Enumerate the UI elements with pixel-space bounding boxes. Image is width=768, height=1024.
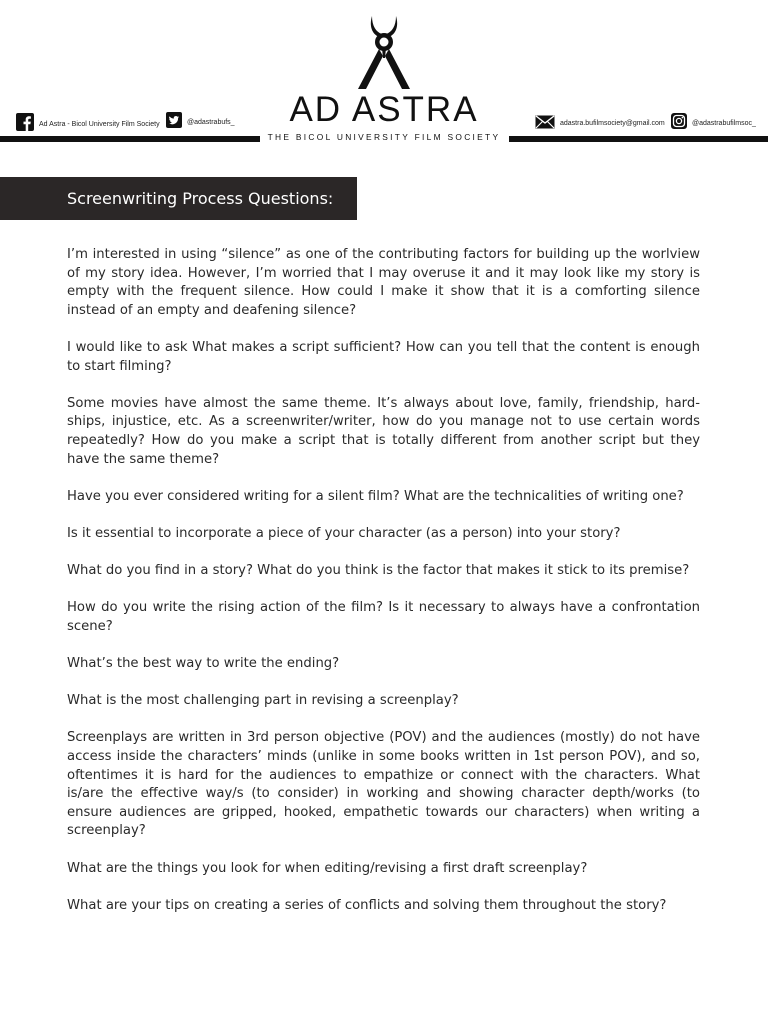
email-contact[interactable] [535,114,665,133]
question-item: Screenplays are written in 3rd person objective (POV) and the audiences (mostly) do not have access inside the characters’ minds (unlike in some books written in 1st person POV), and so, oftentimes it is hard for the audiences to empathize or connect with the characters. What is/are the effective way/s (to consider) in working and showing character depth/works (to ensure audiences are gripped, hooked, empathetic towards our characters) when writing a screenplay? [67,730,700,839]
instagram-handle: @adastrabufilmsoc_ [692,119,756,127]
logo-wordmark: AD ASTRA [289,90,479,129]
email-address: adastra.bufilmsociety@gmail.com [560,120,665,127]
section-title: Screenwriting Process Questions: [67,189,334,208]
page-header [0,0,768,150]
question-item: I would like to ask What makes a script sufficient? How can you tell that the content is enough to start filming? [67,339,700,374]
question-item: What are your tips on creating a series of conflicts and solving them throughout the story? [67,897,667,913]
mail-icon [535,114,555,133]
question-item: I’m interested in using “silence” as one of the contributing factors for building up the worlview of my story idea. However, I’m worried that I may overuse it and it may look like my story is empty with the frequent silence. How could I make it show that it is a comforting silence instead of an empty and deafening silence? [67,247,700,318]
twitter-icon [166,112,182,132]
question-item: What do you find in a story? What do you think is the factor that makes it stick to its premise? [67,563,690,579]
ad-astra-logo-icon [352,14,416,92]
instagram-icon [671,113,687,133]
facebook-icon [16,113,34,135]
question-item: What are the things you look for when editing/revising a first draft screenplay? [67,860,588,876]
header-rule-right [509,136,768,142]
twitter-contact[interactable] [166,112,235,132]
instagram-contact[interactable] [671,113,756,133]
question-item: Is it essential to incorporate a piece of your character (as a person) into your story? [67,525,621,541]
twitter-handle: @adastrabufs_ [187,118,235,126]
question-item: Have you ever considered writing for a silent film? What are the technicalities of writing one? [67,488,684,504]
question-list [67,246,700,915]
facebook-contact[interactable] [16,113,160,135]
facebook-handle: Ad Astra - Bicol University Film Society [39,120,160,128]
header-rule-left [0,136,260,142]
question-item: Some movies have almost the same theme. It’s always about love, family, friendship, hardships, injustice, etc. As a screenwriter/writer, how do you manage not to use certain words repeatedly? How do you make a script that is totally different from another script but they have the same theme? [67,395,700,467]
question-item: What is the most challenging part in revising a screenplay? [67,693,459,709]
logo-tagline: THE BICOL UNIVERSITY FILM SOCIETY [267,132,501,142]
section-banner [0,177,357,220]
question-item: What’s the best way to write the ending? [67,656,340,672]
question-item: How do you write the rising action of the film? Is it necessary to always have a confrontation scene? [67,600,700,634]
